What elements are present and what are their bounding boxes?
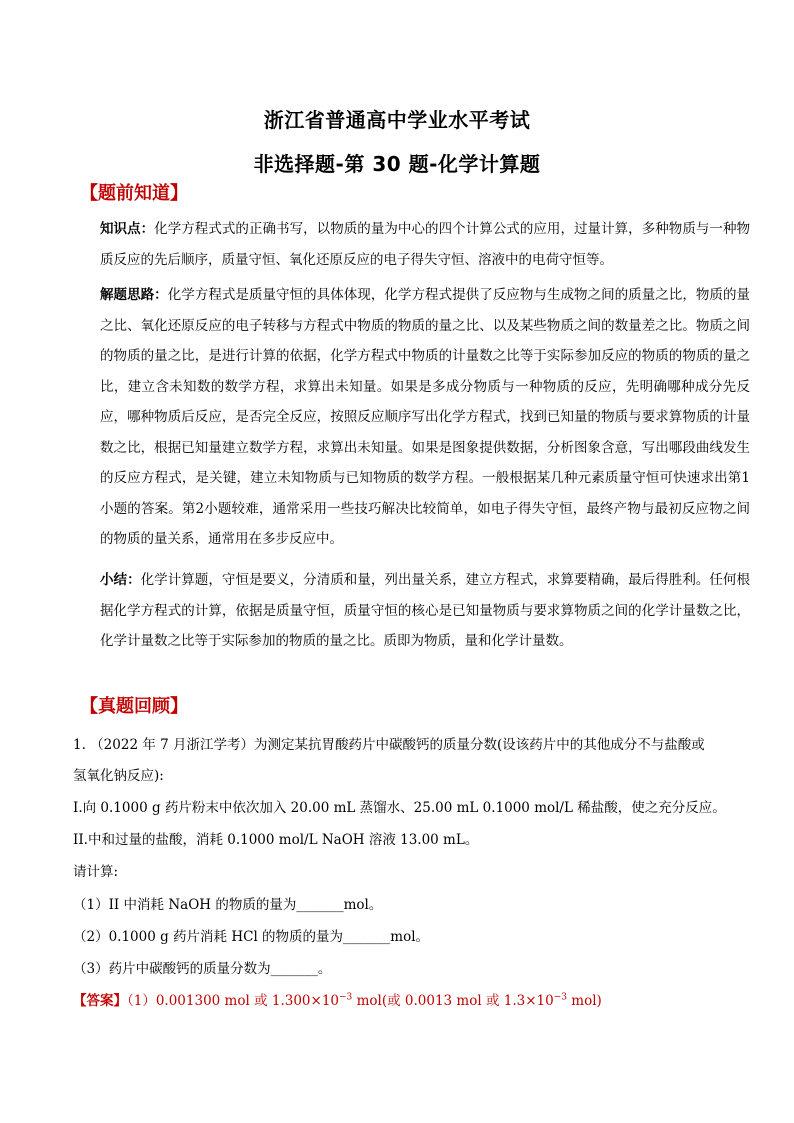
question-intro-line1: 1. （2022 年 7 月浙江学考）为测定某抗胃酸药片中碳酸钙的质量分数(设该药片中的其他成分不与盐酸或: [73, 737, 705, 753]
section-heading-review: 【真题回顾】: [80, 696, 188, 717]
answer-line: [73, 991, 733, 1011]
knowledge-paragraph: [73, 214, 750, 275]
approach-label: 解题思路：: [100, 287, 168, 303]
answer-part-a: （1）0.001300 mol 或 1.300×10: [127, 993, 340, 1009]
answer-part-c: mol): [567, 993, 602, 1009]
knowledge-text: 化学方程式式的正确书写，以物质的量为中心的四个计算公式的应用，过量计算，多种物质与一种物质反应的先后顺序，质量守恒、氧化还原反应的电子得失守恒、溶液中的电荷守恒等。: [100, 221, 751, 268]
question-step1: I.向 0.1000 g 药片粉末中依次加入 20.00 mL 蒸馏水、25.00 mL 0.1000 mol/L 稀盐酸，使之充分反应。: [73, 800, 726, 816]
document-title: 浙江省普通高中学业水平考试: [263, 108, 531, 132]
question-sub3: （3）药片中碳酸钙的质量分数为_______。: [73, 961, 332, 977]
answer-part-b: mol(或 0.0013 mol 或 1.3×10: [352, 993, 554, 1009]
approach-text: 化学方程式是质量守恒的具体体现，化学方程式提供了反应物与生成物之间的质量之比，物质的量之比、氧化还原反应的电子转移与方程式中物质的物质的量之比、以及某些物质之间的数量差之比。物质之间的物质的量之比，是进行计算的依据，化学方程式中物质的计量数之比等于实际参加反应的物质的物质的量之比，建立含未知数的数学方程，求算出未知量。如果是多成分物质与一种物质的反应，先明确哪种成分先反应，哪种物质后反应，是否完全反应，按照反应顺序写出化学方程式，找到已知量的物质与要求算物质的计量数之比，根据已知量建立数学方程，求算出未知量。如果是图象提供数据，分析图象含意，写出哪段曲线发生的反应方程式，是关键，建立未知物质与已知物质的数学方程。一般根据某几种元素质量守恒可快速求出第1小题的答案。第2小题较难，通常采用一些技巧解决比较简单，如电子得失守恒，最终产物与最初反应物之间的物质的量关系，通常用在多步反应中。: [100, 287, 751, 547]
answer-exponent-1: −3: [339, 992, 353, 1003]
summary-paragraph: [73, 565, 750, 657]
question-sub1: （1）II 中消耗 NaOH 的物质的量为_______mol。: [73, 897, 383, 913]
answer-exponent-2: −3: [553, 992, 567, 1003]
question-sub2: （2）0.1000 g 药片消耗 HCl 的物质的量为_______mol。: [73, 929, 430, 945]
question-intro-line2: 氢氧化钠反应):: [73, 768, 164, 784]
answer-label: 【答案】: [73, 993, 127, 1009]
summary-label: 小结：: [100, 572, 141, 588]
approach-paragraph: [73, 280, 750, 555]
knowledge-label: 知识点：: [100, 221, 155, 237]
summary-text: 化学计算题，守恒是要义，分清质和量，列出量关系，建立方程式，求算要精确，最后得胜利。任何根据化学方程式的计算，依据是质量守恒，质量守恒的核心是已知量物质与要求算物质之间的化学计量数之比，化学计量数之比等于实际参加的物质的量之比。质即为物质，量和化学计量数。: [100, 572, 751, 649]
document-subtitle: 非选择题-第 30 题-化学计算题: [253, 152, 541, 176]
section-heading-before: 【题前知道】: [80, 183, 188, 204]
question-prompt: 请计算:: [73, 864, 119, 880]
question-step2: II.中和过量的盐酸，消耗 0.1000 mol/L NaOH 溶液 13.00 mL。: [73, 832, 479, 848]
